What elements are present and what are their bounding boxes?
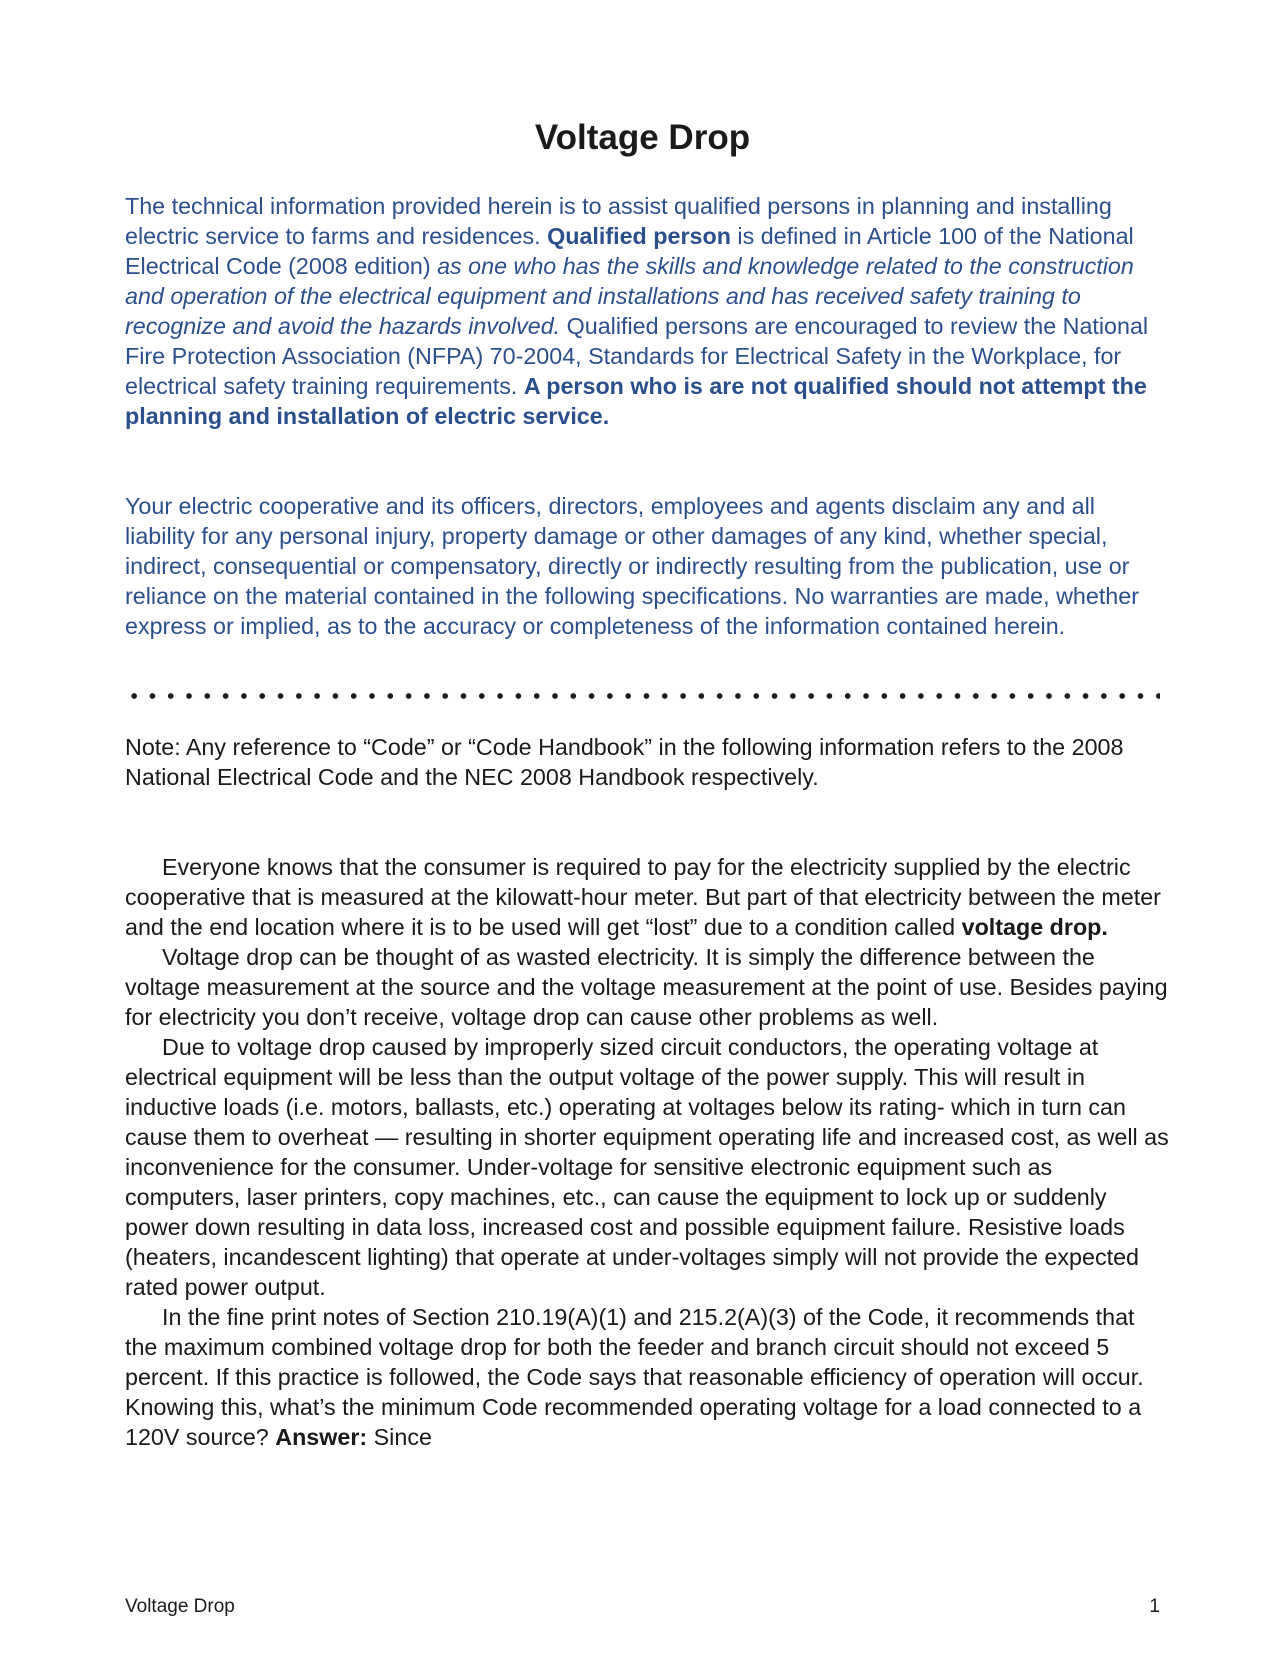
body-text: Everyone knows that the consumer is required to pay for the electricity supplied by the electric cooperative that is measured at the kilowatt-hour meter. But part of that electricity between the meter and the end location where it is to be used will get “lost” due to a condition called: [125, 854, 1161, 940]
article-body: [125, 852, 1170, 1452]
disclaimer-text: The technical information provided herein is to assist qualified persons in planning and installing electric service to farms and residences.: [125, 193, 1112, 249]
body-text: Since: [367, 1424, 432, 1450]
answer-label: Answer:: [275, 1424, 368, 1450]
qualified-person-term: Qualified person: [547, 223, 731, 249]
page-title: Voltage Drop: [534, 118, 751, 157]
code-reference-note: Note: Any reference to “Code” or “Code Handbook” in the following information refers to the 2008 National Electrical Code and the NEC 2008 Handbook respectively.: [125, 734, 1124, 790]
disclaimer-paragraph-qualified: [125, 191, 1165, 431]
body-paragraph: Voltage drop can be thought of as wasted electricity. It is simply the difference between the voltage measurement at the source and the voltage measurement at the point of use. Besides paying for electricity you don’t receive, voltage drop can cause other problems as well.: [125, 944, 1168, 1030]
disclaimer-text: is defined in Article 100 of the National Electrical Code (2008 edition): [125, 223, 1134, 279]
body-paragraph: Due to voltage drop caused by improperly sized circuit conductors, the operating voltage at electrical equipment will be less than the output voltage of the power supply. This will result in inductive loads (i.e. motors, ballasts, etc.) operating at voltages below its rating- which in turn can cause them to overheat — resulting in shorter equipment operating life and increased cost, as well as inconvenience for the consumer. Under-voltage for sensitive electronic equipment such as computers, laser printers, copy machines, etc., can cause the equipment to lock up or suddenly power down resulting in data loss, increased cost and possible equipment failure. Resistive loads (heaters, incandescent lighting) that operate at under-voltages simply will not provide the expected rated power output.: [125, 1034, 1169, 1300]
body-text: In the fine print notes of Section 210.19(A)(1) and 215.2(A)(3) of the Code, it recommends that the maximum combined voltage drop for both the feeder and branch circuit should not exceed 5 percent. If this practice is followed, the Code says that reasonable efficiency of operation will occur. Knowing this, what’s the minimum Code recommended operating voltage for a load connected to a 120V source?: [125, 1304, 1144, 1450]
liability-disclaimer-paragraph: Your electric cooperative and its officers, directors, employees and agents disclaim any and all liability for any personal injury, property damage or other damages of any kind, whether special, indirect, consequential or compensatory, directly or indirectly resulting from the publication, use or reliance on the material contained in the following specifications. No warranties are made, whether express or implied, as to the accuracy or completeness of the information contained herein.: [125, 493, 1139, 639]
body-paragraph: [125, 852, 1170, 942]
body-paragraph: [125, 1302, 1170, 1452]
qualified-person-definition: as one who has the skills and knowledge related to the construction and operation of the electrical equipment and installations and has received safety training to recognize and avoid the hazards involved.: [125, 253, 1134, 339]
voltage-drop-term: voltage drop.: [961, 914, 1108, 940]
footer-title: Voltage Drop: [125, 1596, 235, 1617]
dotted-divider: [125, 692, 1160, 700]
disclaimer-text: Qualified persons are encouraged to review the National Fire Protection Association (NFPA) 70-2004, Standards for Electrical Safety in the Workplace, for electrical safety training requirements.: [125, 313, 1149, 399]
disclaimer-warning: A person who is are not qualified should not attempt the planning and installation of electric service.: [125, 373, 1147, 429]
page-number: 1: [1149, 1596, 1160, 1617]
